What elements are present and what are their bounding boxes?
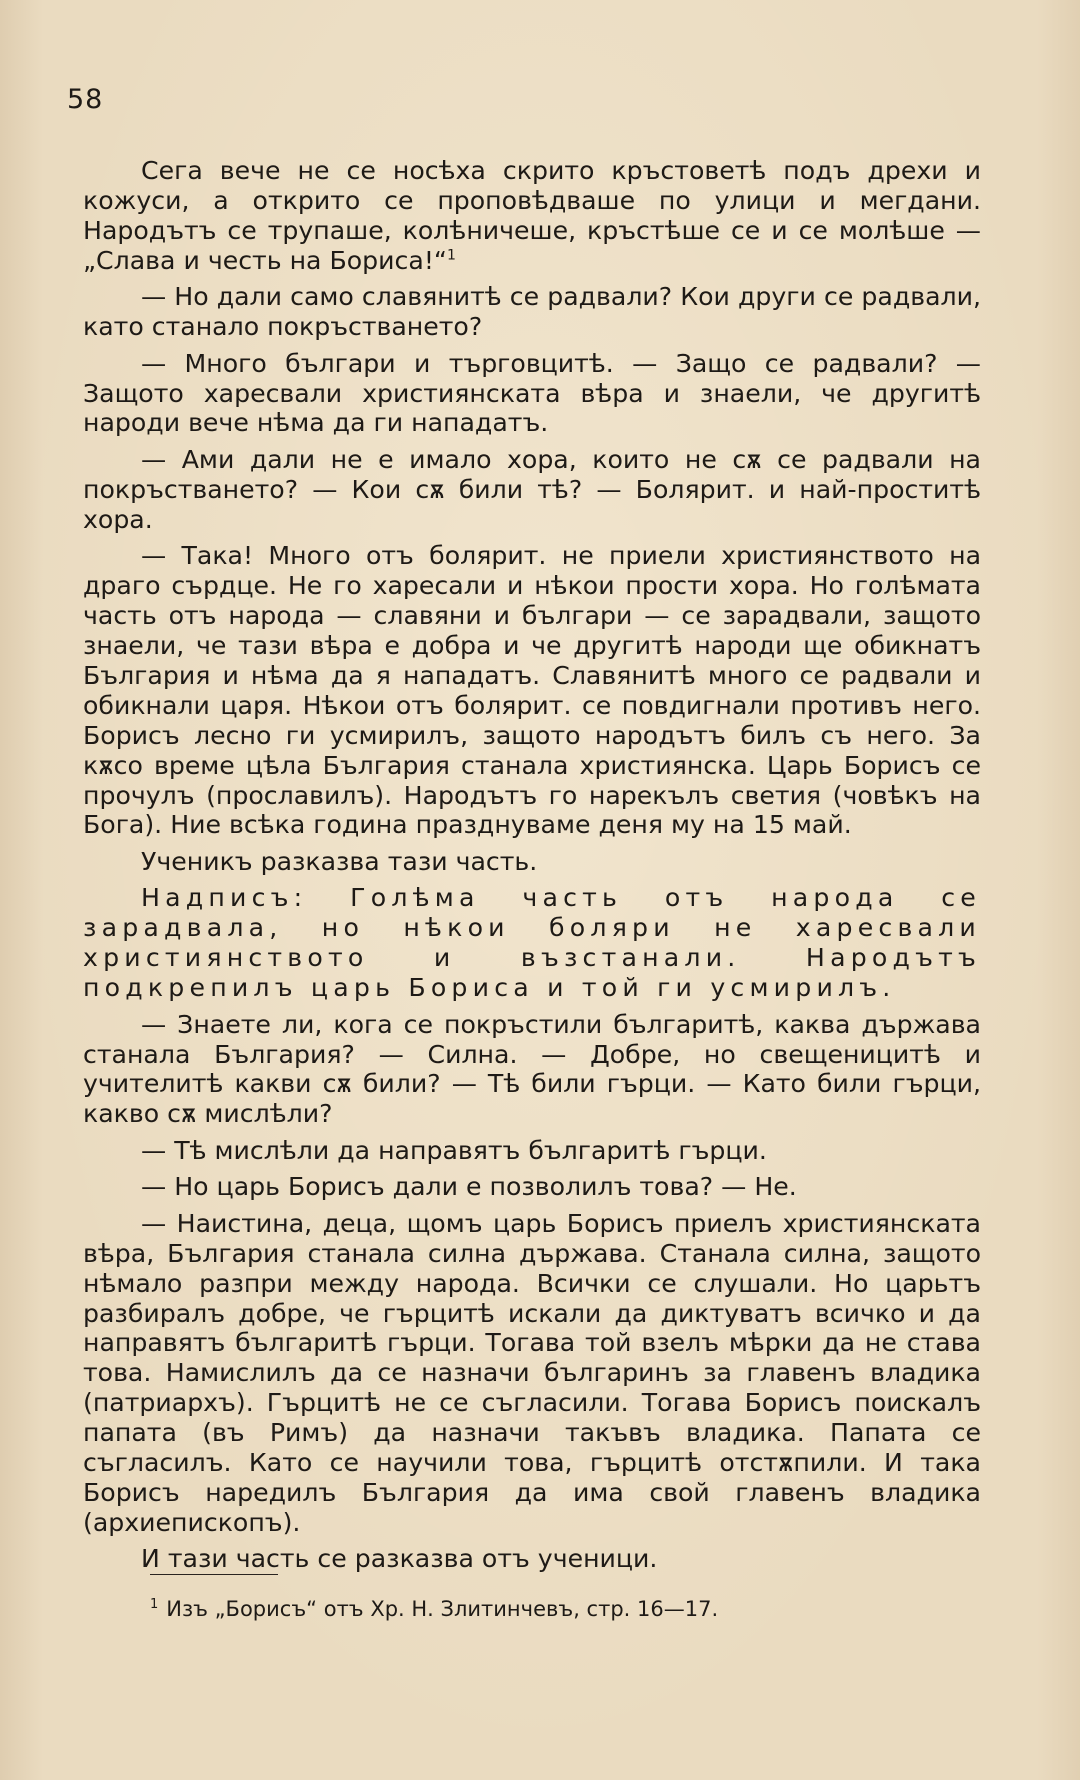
footnote (150, 1596, 970, 1622)
paragraph-12: И тази часть се разказва отъ ученици. (141, 1544, 658, 1574)
inscription-paragraph: Надписъ: Голѣма часть отъ народа се зарадвала, но нѣкои боляри не харесвали християнството и възстанали. Народътъ подкрепилъ царь Бориса и той ги усмирилъ. (83, 883, 981, 1003)
paragraph-4: — Ами дали не е имало хора, които не сѫ се радвали на покръстването? — Кои сѫ били тѣ? — Болярит. и най-проститѣ хора. (83, 444, 981, 534)
paragraph-1 (83, 156, 981, 276)
paragraph-6: Ученикъ разказва тази часть. (141, 846, 538, 876)
page-number: 58 (67, 84, 104, 115)
footnote-reference: 1 (446, 247, 456, 264)
paragraph-2: — Но дали само славянитѣ се радвали? Кои други се радвали, като станало покръстването? (83, 282, 981, 342)
paragraph-5: — Така! Много отъ болярит. не приели християнството на драго сърдце. Не го харесали и нѣкои прости хора. Но голѣмата часть отъ народа — славяни и българи — се зарадвали, защото знаели, че тази вѣра е добра и че другитѣ народи ще обикнатъ България и нѣма да я нападатъ. Славянитѣ много се радвали и обикнали царя. Нѣкои отъ болярит. се повдигнали противъ него. Борисъ лесно ги усмирилъ, защото народътъ билъ съ него. За кѫсо време цѣла България станала християнска. Царь Борисъ се прочулъ (прославилъ). Народътъ го нарекълъ светия (човѣкъ на Бога). Ние всѣка година празднуваме деня му на 15 май. (83, 541, 981, 840)
paragraph-11: — Наистина, деца, щомъ царь Борисъ приелъ християнската вѣра, България станала силна държава. Станала силна, защото нѣмало разпри между народа. Всички се слушали. Но царьтъ разбиралъ добре, че гърцитѣ искали да диктуватъ всичко и да направятъ българитѣ гърци. Тогава той взелъ мѣрки да не става това. Намислилъ да се назначи българинъ за главенъ владика (патриархъ). Гърцитѣ не се съгласили. Тогава Борисъ поискалъ папата (въ Римъ) да назначи такъвъ владика. Папата се съгласилъ. Като се научили това, гърцитѣ отстѫпили. И така Борисъ наредилъ България да има свой главенъ владика (архиепископъ). (83, 1208, 981, 1537)
footnote-mark: 1 (150, 1597, 159, 1612)
paragraph-3: — Много българи и търговцитѣ. — Защо се радвали? — Защото харесвали християнската вѣра и знаели, че другитѣ народи вече нѣма да ги нападатъ. (83, 348, 981, 438)
paragraph-text: Сега вече не се носѣха скрито кръстоветѣ подъ дрехи и кожуси, а открито се проповѣдваше по улици и мегдани. Народътъ се трупаше, колѣничеше, кръстѣше се и се молѣше — „Слава и честь на Бориса!“ (83, 156, 981, 275)
paragraph-8: — Знаете ли, кога се покръстили българитѣ, каква държава станала България? — Силна. — Добре, но свещеницитѣ и учителитѣ какви сѫ били? — Тѣ били гърци. — Като били гърци, какво сѫ мислѣли? (83, 1009, 981, 1129)
paragraph-9: — Тѣ мислѣли да направятъ българитѣ гърци. (141, 1135, 767, 1165)
paragraph-10: — Но царь Борисъ дали е позволилъ това? — Не. (141, 1172, 797, 1202)
footnote-text: Изъ „Борисъ“ отъ Хр. Н. Злитинчевъ, стр. 16—17. (166, 1597, 719, 1621)
footnote-divider (150, 1574, 278, 1575)
body-text (83, 156, 981, 1581)
